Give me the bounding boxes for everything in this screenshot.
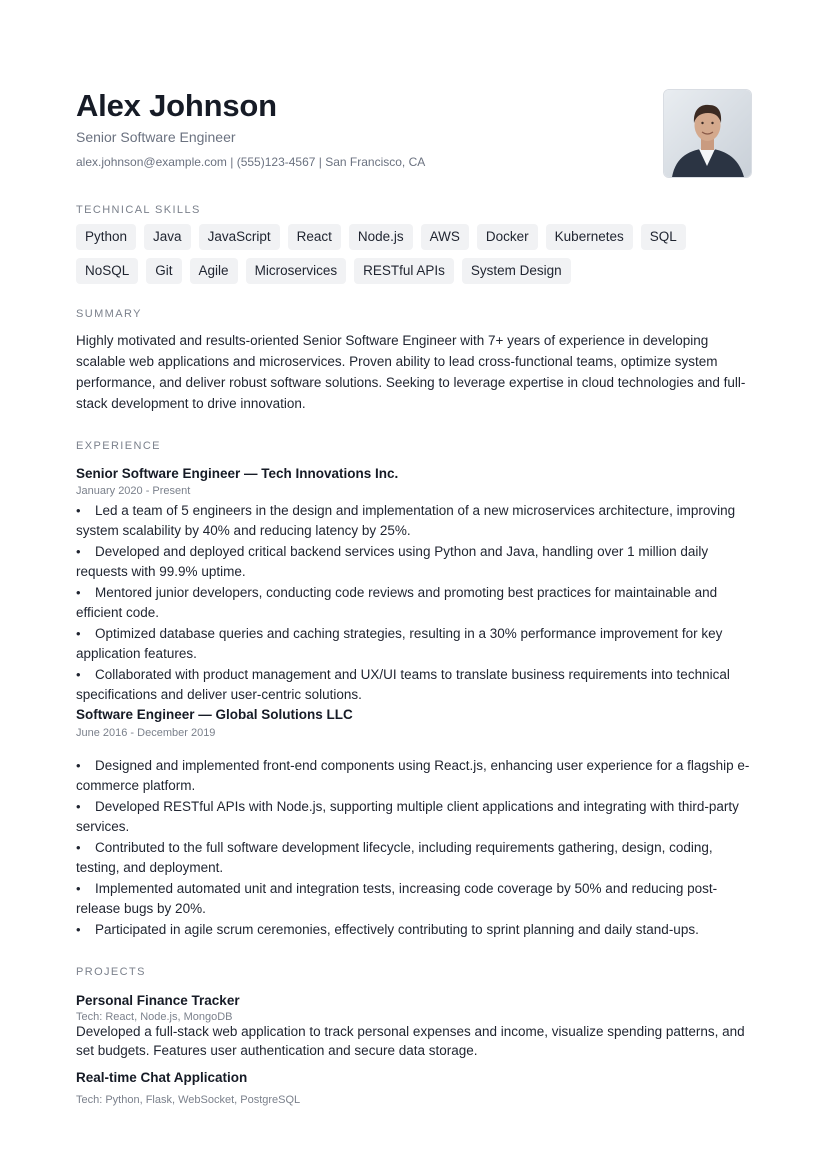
skill-chip: SQL (641, 224, 686, 250)
skill-chip: System Design (462, 258, 571, 284)
bullet-icon: • (76, 799, 81, 814)
summary-text: Highly motivated and results-oriented Senior Software Engineer with 7+ years of experience in developing scalable web applications and microservices. Proven ability to lead cross-functional teams, optimize system performance, and deliver robust software solutions. Seeking to leverage expertise in cloud technologies and full-stack development to drive innovation. (76, 333, 746, 411)
bullet-item (76, 797, 756, 836)
bullet-icon: • (76, 922, 81, 937)
bullet-icon: • (76, 585, 81, 600)
skill-chip: NoSQL (76, 258, 138, 284)
candidate-title: Senior Software Engineer (76, 129, 236, 145)
bullet-item (76, 838, 756, 877)
bullet-icon: • (76, 881, 81, 896)
bullet-item (76, 583, 756, 622)
project-tech: Tech: React, Node.js, MongoDB (76, 1011, 233, 1023)
bullet-icon: • (76, 503, 81, 518)
bullet-item (76, 879, 756, 918)
skill-chip: Kubernetes (546, 224, 633, 250)
bullet-text: Developed and deployed critical backend services using Python and Java, handling over 1 million daily requests with 99.9% uptime. (76, 544, 709, 579)
section-title-experience: EXPERIENCE (76, 440, 161, 452)
skill-chip: Git (146, 258, 181, 284)
bullet-item (76, 756, 756, 795)
bullet-text: Mentored junior developers, conducting code reviews and promoting best practices for maintainable and efficient code. (76, 585, 718, 620)
skills-list (76, 224, 756, 284)
bullet-icon: • (76, 544, 81, 559)
project-description: Developed a full-stack web application to track personal expenses and income, visualize spending patterns, and set budgets. Features user authentication and secure data storage. (76, 1024, 745, 1058)
bullet-text: Participated in agile scrum ceremonies, effectively contributing to sprint planning and daily stand-ups. (95, 922, 699, 937)
bullet-text: Led a team of 5 engineers in the design and implementation of a new microservices architecture, improving system scalability by 40% and reducing latency by 25%. (76, 503, 736, 538)
profile-photo-image (664, 90, 751, 177)
job-title: Software Engineer — Global Solutions LLC (76, 707, 353, 722)
section-title-summary: SUMMARY (76, 308, 142, 320)
skill-chip: JavaScript (199, 224, 280, 250)
bullet-text: Contributed to the full software development lifecycle, including requirements gathering, design, coding, testing, and deployment. (76, 840, 713, 875)
skill-chip: Docker (477, 224, 538, 250)
bullet-icon: • (76, 840, 81, 855)
skill-chip: Java (144, 224, 191, 250)
bullet-text: Collaborated with product management and UX/UI teams to translate business requirements into technical specifications and deliver user-centric solutions. (76, 667, 730, 702)
skill-chip: React (288, 224, 341, 250)
bullet-text: Designed and implemented front-end components using React.js, enhancing user experience for a flagship e-commerce platform. (76, 758, 750, 793)
bullet-item (76, 501, 756, 540)
skill-chip: AWS (421, 224, 469, 250)
job-title: Senior Software Engineer — Tech Innovations Inc. (76, 466, 399, 481)
project-name: Real-time Chat Application (76, 1070, 248, 1085)
skill-chip: RESTful APIs (354, 258, 454, 284)
bullet-icon: • (76, 626, 81, 641)
bullet-icon: • (76, 667, 81, 682)
profile-photo (663, 89, 752, 178)
bullet-item (76, 624, 756, 663)
skill-chip: Microservices (246, 258, 347, 284)
bullet-text: Optimized database queries and caching strategies, resulting in a 30% performance improvement for key application features. (76, 626, 723, 661)
job-bullets (76, 501, 756, 706)
job-dates: June 2016 - December 2019 (76, 727, 216, 739)
skill-chip: Node.js (349, 224, 413, 250)
skill-chip: Agile (190, 258, 238, 284)
bullet-item (76, 542, 756, 581)
bullet-icon: • (76, 758, 81, 773)
section-title-projects: PROJECTS (76, 966, 146, 978)
candidate-name: Alex Johnson (76, 88, 277, 123)
job-bullets (76, 756, 756, 942)
bullet-text: Implemented automated unit and integration tests, increasing code coverage by 50% and reducing post-release bugs by 20%. (76, 881, 718, 916)
bullet-text: Developed RESTful APIs with Node.js, supporting multiple client applications and integrating with third-party services. (76, 799, 739, 834)
project-name: Personal Finance Tracker (76, 993, 240, 1008)
bullet-item (76, 665, 756, 704)
contact-line: alex.johnson@example.com | (555)123-4567 | San Francisco, CA (76, 155, 426, 169)
bullet-item (76, 920, 756, 940)
section-title-skills: TECHNICAL SKILLS (76, 204, 201, 216)
skill-chip: Python (76, 224, 136, 250)
job-dates: January 2020 - Present (76, 485, 191, 497)
project-tech: Tech: Python, Flask, WebSocket, PostgreSQL (76, 1094, 301, 1106)
